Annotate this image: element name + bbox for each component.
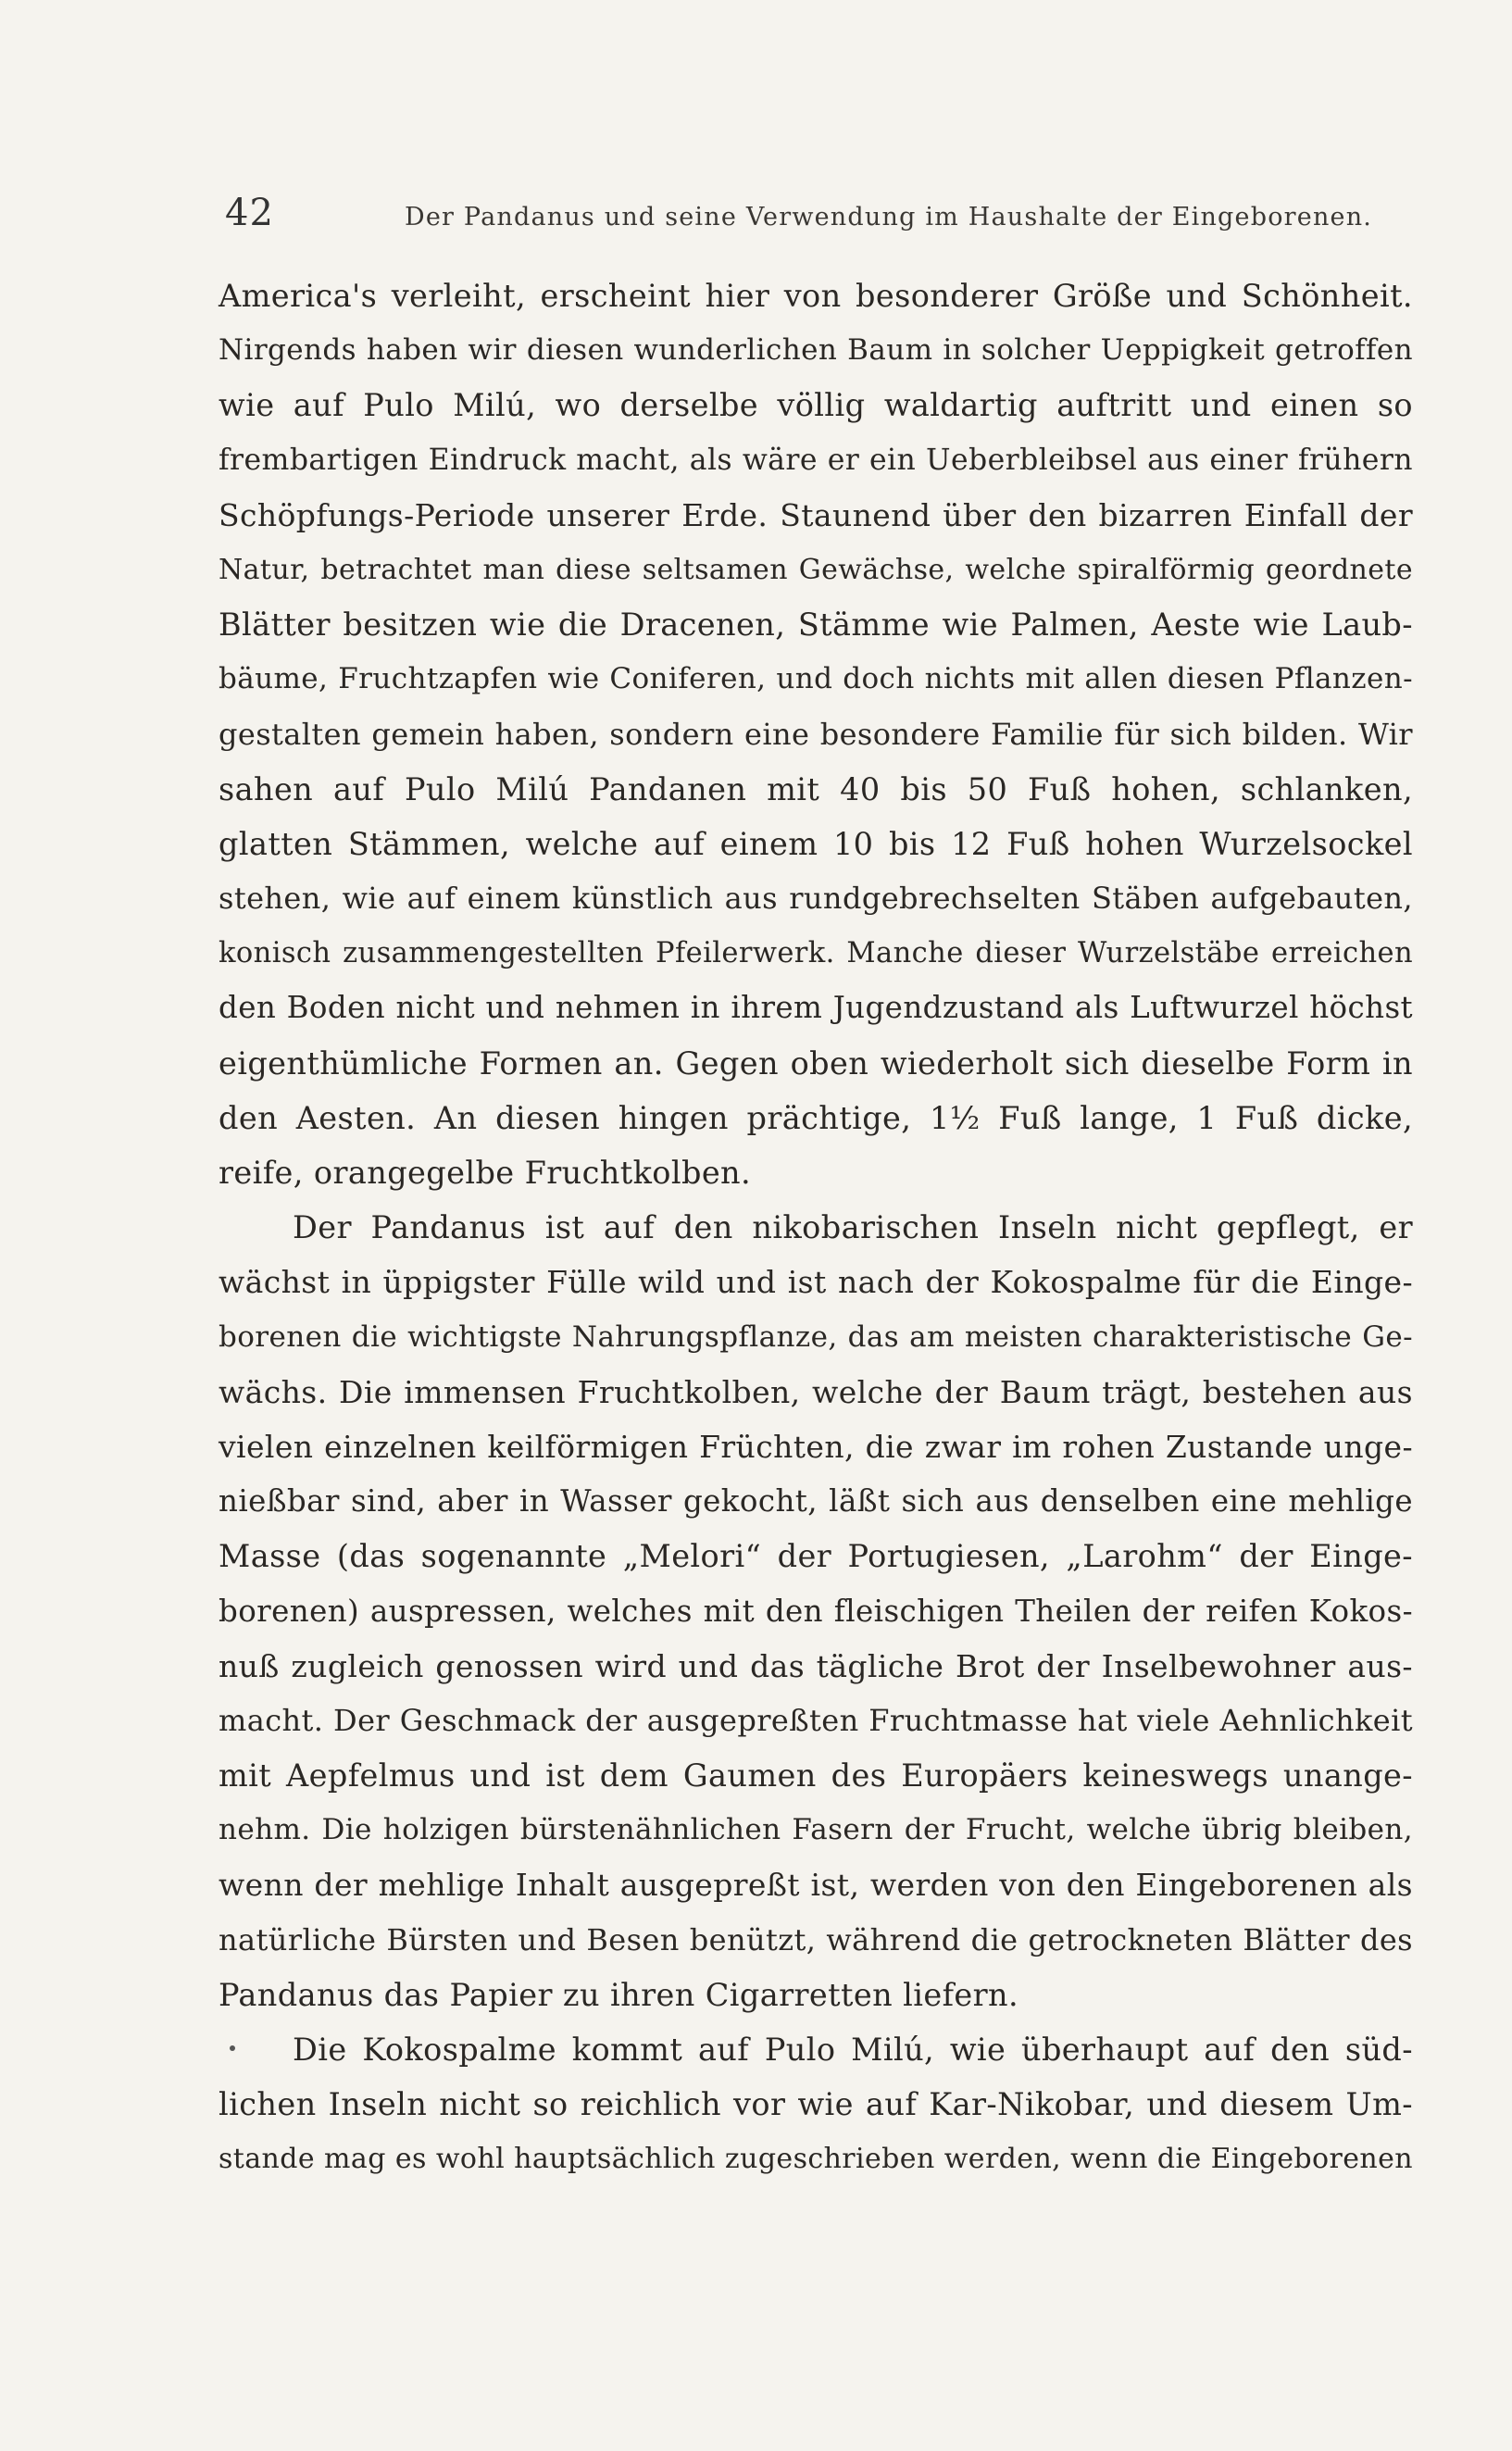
- running-head: Der Pandanus und seine Verwendung im Haushalte der Eingeborenen.: [405, 203, 1373, 231]
- text-line: gestalten gemein haben, sondern eine besondere Familie für sich bilden. Wir: [219, 716, 1413, 752]
- text-line: Natur, betrachtet man diese seltsamen Gewächse, welche spiralförmig geordnete: [219, 553, 1413, 586]
- text-line: konisch zusammengestellten Pfeilerwerk. Manche dieser Wurzelstäbe erreichen: [219, 937, 1413, 970]
- text-line: glatten Stämmen, welche auf einem 10 bis 12 Fuß hohen Wurzelsockel: [219, 825, 1413, 862]
- text-line: lichen Inseln nicht so reichlich vor wie auf Kar-Nikobar, und diesem Um-: [219, 2086, 1413, 2123]
- text-line: nehm. Die holzigen bürstenähnlichen Fasern der Frucht, welche übrig bleiben,: [219, 1813, 1413, 1847]
- text-line: borenen die wichtigste Nahrungspflanze, das am meisten charakteristische Ge-: [219, 1319, 1413, 1354]
- text-line: [219, 2022, 1413, 2077]
- text-line: Der Pandanus ist auf den nikobarischen Inseln nicht gepflegt, er: [293, 1209, 1413, 1246]
- text-line: borenen) auspressen, welches mit den fleischigen Theilen der reifen Kokos-: [219, 1593, 1413, 1629]
- paragraph: [219, 1200, 1413, 2022]
- text-line: macht. Der Geschmack der ausgepreßten Fruchtmasse hat viele Aehnlichkeit: [219, 1702, 1413, 1738]
- page-header: [225, 190, 1410, 236]
- text-line: wie auf Pulo Milú, wo derselbe völlig waldartig auftritt und einen so: [219, 387, 1413, 424]
- text-line: wächs. Die immensen Fruchtkolben, welche der Baum trägt, bestehen aus: [219, 1373, 1413, 1410]
- body-text: [219, 269, 1413, 2187]
- text-line: frembartigen Eindruck macht, als wäre er ein Ueberbleibsel aus einer frühern: [219, 443, 1413, 477]
- text-line: Schöpfungs-Periode unserer Erde. Staunend über den bizarren Einfall der: [219, 496, 1413, 533]
- text-line: wächst in üppigster Fülle wild und ist nach der Kokospalme für die Einge-: [219, 1264, 1413, 1301]
- text-line: reife, orangegelbe Fruchtkolben.: [219, 1155, 752, 1191]
- text-line: nuß zugleich genossen wird und das tägliche Brot der Inselbewohner aus-: [219, 1647, 1413, 1684]
- text-line: Blätter besitzen wie die Dracenen, Stämme wie Palmen, Aeste wie Laub-: [219, 606, 1413, 644]
- text-line: Pandanus das Papier zu ihren Cigarretten liefern.: [219, 1976, 1019, 2013]
- text-line: sahen auf Pulo Milú Pandanen mit 40 bis 50 Fuß hohen, schlanken,: [219, 770, 1413, 807]
- stray-mark: [230, 2045, 235, 2051]
- paragraph: [219, 269, 1413, 1200]
- text-line: Masse (das sogenannte „Melori“ der Portugiesen, „Larohm“ der Einge-: [219, 1538, 1413, 1575]
- text-line: mit Aepfelmus und ist dem Gaumen des Europäers keineswegs unange-: [219, 1757, 1413, 1794]
- text-line: stehen, wie auf einem künstlich aus rundgebrechselten Stäben aufgebauten,: [219, 881, 1413, 917]
- text-line: America's verleiht, erscheint hier von besonderer Größe und Schönheit.: [219, 278, 1413, 314]
- text-line: nießbar sind, aber in Wasser gekocht, läßt sich aus denselben eine mehlige: [219, 1483, 1413, 1519]
- page-number: 42: [225, 192, 274, 234]
- text-line: natürliche Bürsten und Besen benützt, während die getrockneten Blätter des: [219, 1921, 1413, 1957]
- text-line: Nirgends haben wir diesen wunderlichen Baum in solcher Ueppigkeit getroffen: [219, 333, 1413, 368]
- text-line: vielen einzelnen keilförmigen Früchten, die zwar im rohen Zustande unge-: [219, 1428, 1413, 1465]
- text-line: stande mag es wohl hauptsächlich zugeschrieben werden, wenn die Eingeborenen: [219, 2143, 1413, 2176]
- text-line-content: Die Kokospalme kommt auf Pulo Milú, wie überhaupt auf den süd-: [293, 2032, 1413, 2068]
- text-line: bäume, Fruchtzapfen wie Coniferen, und doch nichts mit allen diesen Pflanzen-: [219, 662, 1413, 696]
- text-line: den Aesten. An diesen hingen prächtige, 1½ Fuß lange, 1 Fuß dicke,: [219, 1099, 1413, 1136]
- text-line: eigenthümliche Formen an. Gegen oben wiederholt sich dieselbe Form in: [219, 1044, 1413, 1082]
- text-line: wenn der mehlige Inhalt ausgepreßt ist, werden von den Eingeborenen als: [219, 1867, 1413, 1904]
- text-line: den Boden nicht und nehmen in ihrem Jugendzustand als Luftwurzel höchst: [219, 990, 1413, 1026]
- paragraph: [219, 2022, 1413, 2187]
